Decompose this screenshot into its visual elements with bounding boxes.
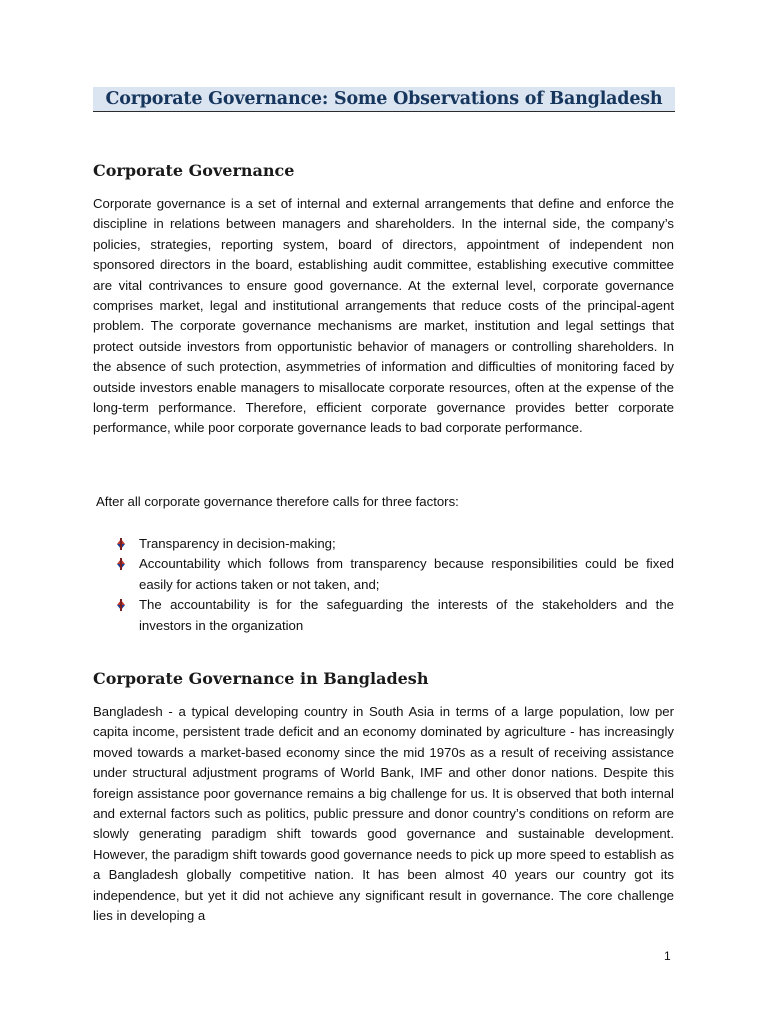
section-heading-corporate-governance: Corporate Governance bbox=[93, 161, 295, 180]
factor-text: Transparency in decision-making; bbox=[139, 536, 336, 551]
arrow-bullet-icon bbox=[115, 599, 127, 611]
page-number: 1 bbox=[664, 949, 671, 963]
factors-list bbox=[93, 534, 674, 636]
list-item bbox=[93, 554, 674, 595]
list-item bbox=[93, 595, 674, 636]
arrow-bullet-icon bbox=[115, 538, 127, 550]
factors-intro: After all corporate governance therefore calls for three factors: bbox=[96, 494, 459, 509]
bangladesh-paragraph: Bangladesh - a typical developing country in South Asia in terms of a large population, low per capita income, persistent trade deficit and an economy dominated by agriculture - has increasingly moved towards a market-based economy since the mid 1970s as a result of receiving assistance under structural adjustment programs of World Bank, IMF and other donor nations. Despite this foreign assistance poor governance remains a big challenge for us. It is observed that both internal and external factors such as politics, public pressure and donor country’s conditions on reform are slowly generating paradigm shift towards good governance and sustainable development. However, the paradigm shift towards good governance needs to pick up more speed to establish as a Bangladesh globally competitive nation. It has been almost 40 years our country got its independence, but yet it did not achieve any significant result in governance. The core challenge lies in developing a bbox=[93, 704, 674, 924]
list-item bbox=[93, 534, 674, 554]
title-banner bbox=[93, 87, 675, 112]
factor-text: Accountability which follows from transparency because responsibilities could be fixed easily for actions taken or not taken, and; bbox=[139, 556, 674, 592]
factor-text: The accountability is for the safeguarding the interests of the stakeholders and the investors in the organization bbox=[139, 597, 674, 633]
section-heading-bangladesh: Corporate Governance in Bangladesh bbox=[93, 669, 429, 688]
corporate-governance-paragraph: Corporate governance is a set of internal and external arrangements that define and enforce the discipline in relations between managers and shareholders. In the internal side, the company’s policies, strategies, reporting system, board of directors, appointment of independent non sponsored directors in the board, establishing audit committee, establishing executive committee are vital contrivances to ensure good governance. At the external level, corporate governance comprises market, legal and institutional arrangements that reduce costs of the principal-agent problem. The corporate governance mechanisms are market, institution and legal settings that protect outside investors from opportunistic behavior of managers or controlling shareholders. In the absence of such protection, asymmetries of information and difficulties of monitoring faced by outside investors enable managers to misallocate corporate resources, often at the expense of the long-term performance. Therefore, efficient corporate governance provides better corporate performance, while poor corporate governance leads to bad corporate performance. bbox=[93, 196, 674, 436]
page-title: Corporate Governance: Some Observations of Bangladesh bbox=[105, 89, 663, 109]
arrow-bullet-icon bbox=[115, 558, 127, 570]
